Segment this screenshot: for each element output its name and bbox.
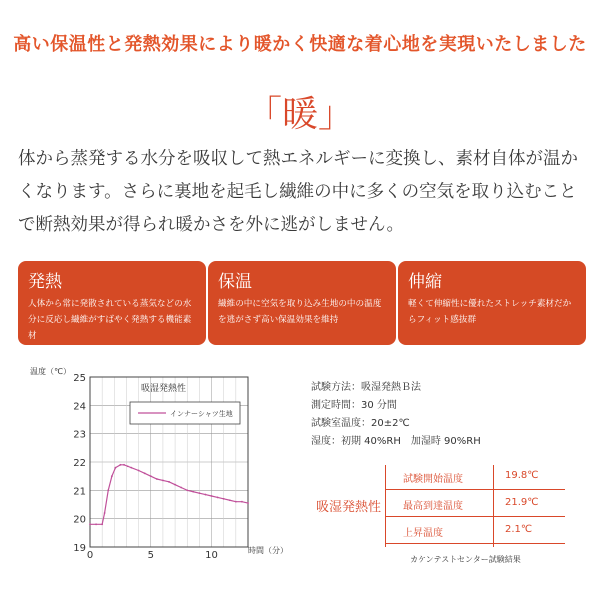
data-point (107, 489, 109, 491)
data-point (223, 498, 225, 500)
legend-label: インナーシャツ生地 (170, 410, 233, 418)
temperature-chart (0, 360, 300, 600)
spec-humidity: 湿度：初期 40%RH 加湿時 90%RH (311, 436, 481, 447)
top-banner (0, 0, 600, 70)
data-point (115, 467, 117, 469)
feature-card-body: 繊維の中に空気を取り込み生地の中の温度を逃がさず高い保温効果を維持 (218, 299, 382, 325)
banner-title: 高い保温性と発熱効果により暖かく快適な着心地を実現いたしました (13, 34, 587, 55)
data-point (144, 472, 146, 474)
spec-time: 測定時間：30 分間 (311, 400, 397, 411)
chart-ylabel: 温度（℃） (30, 367, 71, 376)
feature-card-stretch (398, 261, 586, 345)
data-point (241, 501, 243, 503)
results-label: 吸湿発熱性 (316, 500, 382, 515)
data-point (235, 501, 237, 503)
feature-card-body: 軽くて伸縮性に優れたストレッチ素材だからフィット感抜群 (408, 299, 572, 325)
y-tick-label: 24 (73, 401, 86, 413)
y-tick-label: 25 (73, 373, 86, 384)
data-point (162, 480, 164, 482)
x-tick-label: 0 (86, 550, 94, 561)
data-point (229, 499, 231, 501)
data-point (130, 467, 132, 469)
data-point (180, 487, 182, 489)
data-point (111, 475, 113, 477)
result-value: 2.1℃ (505, 524, 533, 535)
data-point (205, 494, 207, 496)
chart-svg (0, 360, 300, 600)
kanji-heading: 「暖」 (245, 94, 354, 135)
data-point (101, 523, 103, 525)
feature-card-warmth (208, 261, 396, 345)
x-tick-label: 10 (205, 550, 218, 561)
table-row (385, 492, 565, 517)
data-point (174, 484, 176, 486)
data-point (168, 481, 170, 483)
feature-card-title: 伸縮 (408, 272, 442, 292)
data-point (104, 512, 106, 514)
feature-card-heat (18, 261, 206, 345)
result-key: 試験開始温度 (403, 474, 463, 485)
y-tick-label: 20 (73, 514, 86, 526)
data-point (247, 502, 249, 504)
data-point (186, 489, 188, 491)
spec-method: 試験方法：吸湿発熱Ｂ法 (311, 382, 421, 393)
feature-card-title: 保温 (218, 272, 252, 292)
table-row (385, 465, 565, 490)
y-tick-label: 21 (73, 486, 86, 498)
result-key: 上昇温度 (403, 528, 443, 539)
description-text: 体から蒸発する水分を吸収して熱エネルギーに変換し、素材自体が温かくなります。さらに裏地を起毛し繊維の中に多くの空気を取り込むことで断熱効果が得られ暖かさを外に逃がしません。 (18, 149, 578, 235)
data-point (123, 464, 125, 466)
y-tick-label: 19 (73, 543, 86, 554)
data-point (95, 523, 97, 525)
data-point (198, 492, 200, 494)
y-tick-label: 23 (73, 429, 86, 441)
table-row (385, 519, 565, 544)
result-value: 19.8℃ (505, 470, 539, 481)
credit-text: カケンテストセンター試験結果 (410, 555, 521, 564)
data-point (150, 475, 152, 477)
x-tick-label: 5 (147, 550, 154, 561)
data-point (89, 523, 91, 525)
data-point (138, 470, 140, 472)
series-line (90, 465, 248, 524)
chart-xlabel: 時間（分） (248, 546, 288, 555)
result-value: 21.9℃ (505, 497, 539, 508)
data-point (192, 491, 194, 493)
chart-title: 吸湿発熱性 (141, 384, 187, 394)
data-point (156, 478, 158, 480)
data-point (217, 497, 219, 499)
result-key: 最高到達温度 (403, 501, 463, 512)
feature-card-body: 人体から常に発散されている蒸気などの水分に反応し繊維がすばやく発熱する機能素材 (28, 299, 192, 341)
y-tick-label: 22 (73, 458, 86, 469)
data-point (211, 495, 213, 497)
data-point (119, 464, 121, 466)
spec-room-temp: 試験室温度：20±2℃ (311, 418, 410, 429)
feature-card-title: 発熱 (28, 272, 62, 292)
data-point (127, 465, 129, 467)
